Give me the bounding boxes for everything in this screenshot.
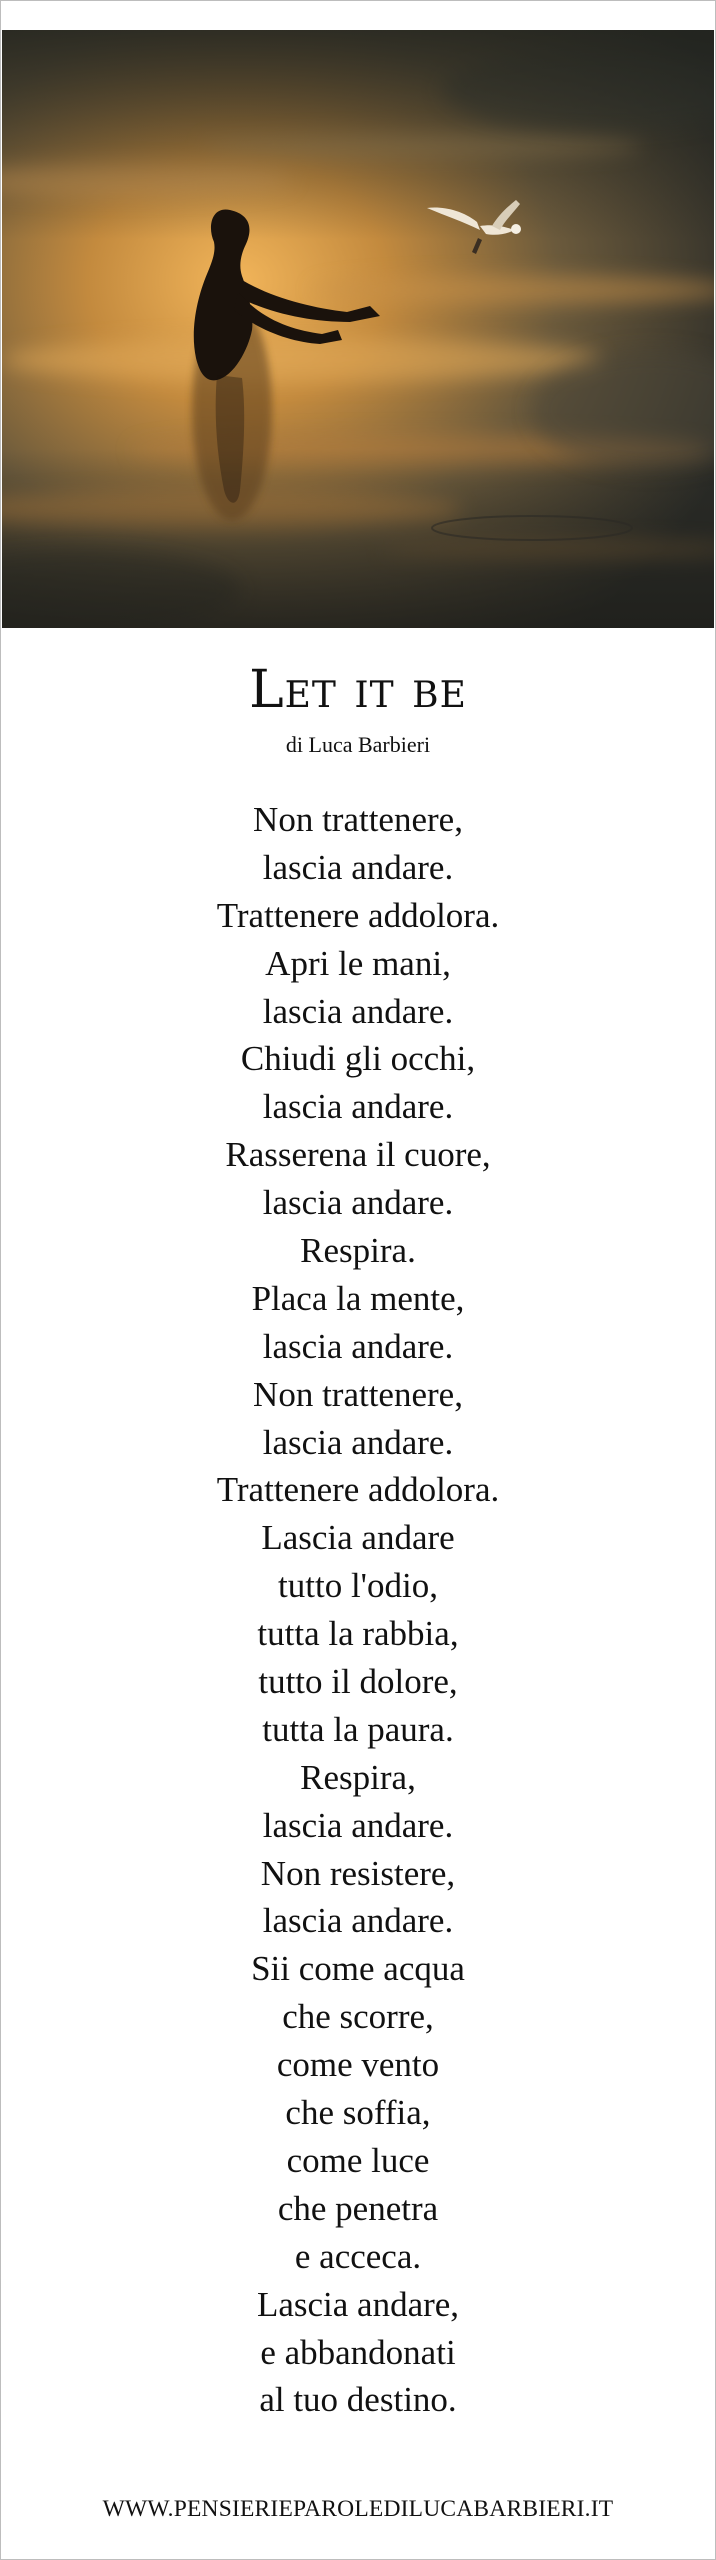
poem-line: lascia andare. (262, 991, 454, 1031)
poem-line: Respira, (300, 1757, 416, 1797)
poem-line: lascia andare. (262, 1805, 454, 1845)
poem-line: che penetra (277, 2188, 439, 2228)
poem-line: tutto il dolore, (258, 1662, 458, 1702)
poem-line: lascia andare. (262, 847, 454, 887)
poem-line: che scorre, (282, 1997, 434, 2037)
poem-line: al tuo destino. (259, 2380, 457, 2420)
header-photo (2, 30, 714, 628)
poem-line: tutta la rabbia, (257, 1614, 459, 1654)
poem-author: di Luca Barbieri (285, 732, 431, 757)
website-url: WWW.PENSIERIEPAROLEDILUCABARBIERI.IT (102, 2496, 614, 2522)
poem-line: lascia andare. (262, 1422, 454, 1462)
poem-line: che soffia, (285, 2093, 431, 2133)
poem-title: Let it be (249, 660, 467, 720)
poem-line: e acceca. (294, 2236, 422, 2276)
poem-line: Respira. (300, 1231, 416, 1271)
poem-line: Chiudi gli occhi, (240, 1039, 476, 1079)
poem-line: Lascia andare (261, 1518, 455, 1558)
poem-line: Trattenere addolora. (216, 1470, 500, 1510)
poem-line: tutto l'odio, (278, 1566, 438, 1606)
poem-line: Sii come acqua (251, 1949, 465, 1989)
poem-line: lascia andare. (262, 1183, 454, 1223)
poem-line: Non trattenere, (253, 1374, 463, 1414)
poem-line: Apri le mani, (265, 943, 451, 983)
poem-line: lascia andare. (262, 1326, 454, 1366)
poem-line: e abbandonati (260, 2332, 456, 2372)
sunset-scene-illustration (2, 30, 714, 628)
poem-line: lascia andare. (262, 1901, 454, 1941)
poem-body (0, 796, 716, 2424)
poem-line: Non trattenere, (253, 800, 463, 839)
poem-line: Placa la mente, (251, 1278, 465, 1318)
poem-line: Rasserena il cuore, (225, 1135, 491, 1175)
poem-line: Trattenere addolora. (216, 895, 500, 935)
poem-line: come luce (286, 2140, 430, 2180)
poem-line: Lascia andare, (256, 2284, 460, 2324)
poem-line: tutta la paura. (262, 1709, 454, 1749)
poem-line: Non resistere, (260, 1853, 456, 1893)
poem-line: come vento (276, 2045, 440, 2085)
poem-line: lascia andare. (262, 1087, 454, 1127)
